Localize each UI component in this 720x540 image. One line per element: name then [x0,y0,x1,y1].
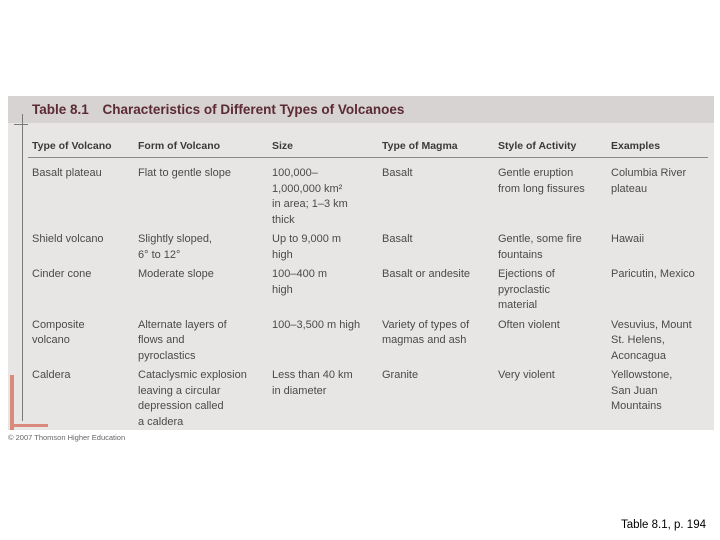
cell-size [268,366,378,432]
cell-line: Paricutin, Mexico [611,268,695,280]
cell-line: Shield volcano [32,233,104,245]
cell-magma [378,265,494,316]
cell-examples [607,366,708,432]
cell-line: Basalt or andesite [382,268,471,280]
cell-magma [378,158,494,231]
header-style-of-activity: Style of Activity [494,137,607,158]
cell-line: 100,000– [272,167,318,179]
cell-line: Flat to gentle slope [138,167,231,179]
cell-line: Yellowstone, [611,369,673,381]
cell-examples [607,316,708,367]
cell-form [134,230,268,265]
cell-type [28,265,134,316]
cell-form [134,366,268,432]
cell-line: Gentle eruption [498,167,574,179]
cell-line: Basalt [382,167,413,179]
decorative-horizontal-rule [14,124,28,125]
cell-form [134,316,268,367]
cell-size [268,158,378,231]
cell-line: thick [272,213,295,226]
table-header-row [28,137,708,158]
cell-examples [607,230,708,265]
cell-line: fountains [498,248,543,261]
cell-line: Alternate layers of [138,318,227,331]
cell-line: Slightly sloped, [138,233,212,245]
cell-line: Very violent [498,369,555,381]
cell-line: plateau [611,182,648,195]
cell-line: Granite [382,369,419,381]
cell-line: material [498,299,538,311]
table-title [32,102,404,117]
cell-line: Vesuvius, Mount [611,318,692,331]
cell-activity [494,316,607,367]
cell-line: Basalt [382,233,413,245]
cell-type [28,316,134,367]
cell-line: in diameter [272,384,327,397]
table-title-text: Characteristics of Different Types of Volcanoes [102,102,405,117]
slide-caption: Table 8.1, p. 194 [620,519,706,531]
cell-activity [494,366,607,432]
cell-magma [378,316,494,367]
cell-line: 100–400 m [272,268,328,280]
table-row [28,158,708,231]
cell-line: Moderate slope [138,268,214,280]
cell-line: Cinder cone [32,268,92,280]
cell-type [28,158,134,231]
cell-line: in area; 1–3 km [272,198,348,210]
cell-line: Basalt plateau [32,167,102,179]
cell-line: Cataclysmic explosion [138,369,247,381]
cell-examples [607,265,708,316]
cell-line: a caldera [138,415,184,428]
cell-line: Aconcagua [611,349,667,362]
header-examples: Examples [607,137,708,158]
table-row [28,366,708,432]
cell-line: Columbia River [611,167,687,179]
cell-activity [494,265,607,316]
cell-line: St. Helens, [611,334,665,346]
cell-line: flows and [138,334,185,346]
table-row [28,230,708,265]
cell-form [134,158,268,231]
cell-line: Often violent [498,318,560,331]
cell-line: 100–3,500 m high [272,318,361,331]
volcano-table [28,137,708,432]
cell-line: Hawaii [611,233,645,245]
cell-size [268,230,378,265]
header-type-of-volcano: Type of Volcano [28,137,134,158]
table-row [28,316,708,367]
cell-type [28,366,134,432]
cell-size [268,265,378,316]
cell-line: depression called [138,400,224,412]
table-number: Table 8.1 [32,102,89,117]
cell-line: pyroclastics [138,349,196,362]
cell-line: high [272,248,293,261]
cell-line: Gentle, some fire [498,233,582,245]
cell-magma [378,366,494,432]
cell-activity [494,158,607,231]
cell-line: magmas and ash [382,334,467,346]
cell-examples [607,158,708,231]
cell-form [134,265,268,316]
cell-line: leaving a circular [138,384,221,397]
cell-size [268,316,378,367]
header-type-of-magma: Type of Magma [378,137,494,158]
cell-line: from long fissures [498,182,585,195]
cell-line: Mountains [611,400,662,412]
red-accent-vertical [10,375,14,430]
header-form-of-volcano: Form of Volcano [134,137,268,158]
cell-line: Caldera [32,369,71,381]
cell-line: volcano [32,334,70,346]
cell-line: high [272,283,293,296]
cell-line: Up to 9,000 m [272,233,342,245]
cell-line: Ejections of [498,268,555,280]
cell-magma [378,230,494,265]
copyright-notice: © 2007 Thomson Higher Education [8,433,126,442]
cell-line: Composite [32,318,85,331]
decorative-vertical-rule [22,114,23,421]
cell-line: pyroclastic [498,283,550,296]
cell-activity [494,230,607,265]
header-size: Size [268,137,378,158]
cell-line: Less than 40 km [272,369,353,381]
cell-line: 1,000,000 km² [272,182,343,195]
table-row [28,265,708,316]
cell-line: San Juan [611,384,658,397]
cell-line: Variety of types of [382,318,470,331]
cell-line: 6° to 12° [138,248,181,261]
cell-type [28,230,134,265]
